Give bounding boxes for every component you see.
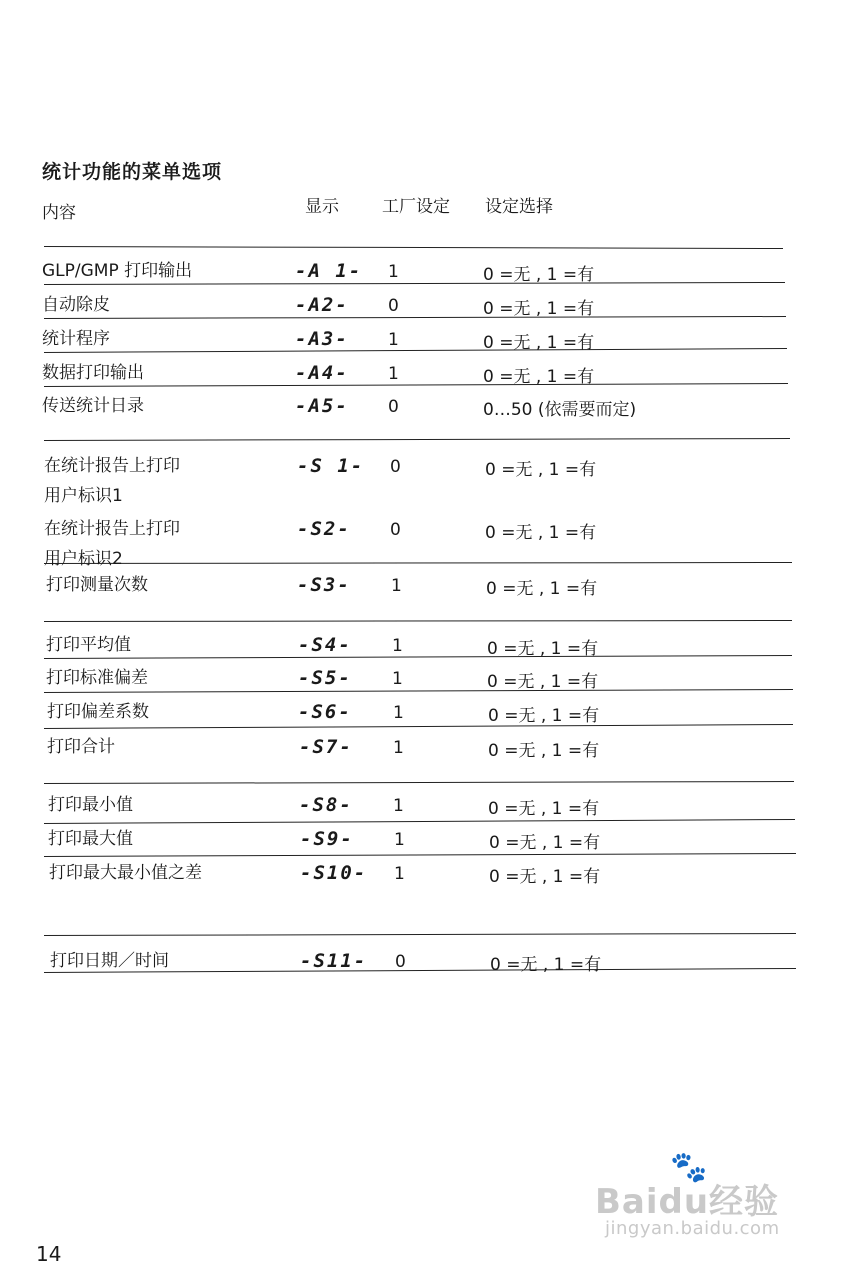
- row-label-line: 打印平均值: [46, 635, 131, 655]
- row-label-line: 在统计报告上打印: [44, 456, 180, 476]
- table-rule: [44, 819, 795, 824]
- factory-value: 0: [390, 457, 401, 477]
- setting-options: 0 =无 , 1 =有: [487, 672, 599, 692]
- row-label-line: 打印测量次数: [46, 575, 148, 595]
- row-label-line: 打印标准偏差: [46, 668, 148, 688]
- row-label-line: 数据打印输出: [42, 363, 144, 383]
- display-code: -S6-: [298, 701, 352, 723]
- table-rule: [44, 438, 790, 441]
- row-label: [42, 391, 144, 421]
- table-rule: [44, 348, 787, 353]
- factory-value: 1: [394, 864, 405, 884]
- row-label: [42, 358, 144, 388]
- setting-options: 0 =无 , 1 =有: [483, 299, 595, 319]
- table-rule: [44, 655, 792, 659]
- row-label: [49, 858, 202, 888]
- display-code: -S 1-: [297, 455, 365, 477]
- header-factory-setting: 工厂设定: [382, 197, 450, 217]
- setting-options: 0 =无 , 1 =有: [483, 333, 595, 353]
- table-rule: [44, 933, 796, 936]
- setting-options: 0 =无 , 1 =有: [488, 741, 600, 761]
- factory-value: 0: [395, 952, 406, 972]
- table-rule: [44, 853, 796, 857]
- row-label-line: 传送统计日录: [42, 396, 144, 416]
- display-code: -A4-: [295, 362, 349, 384]
- row-label: [46, 663, 148, 693]
- row-label-line: 统计程序: [42, 329, 110, 349]
- display-code: -S8-: [299, 794, 353, 816]
- display-code: -A2-: [295, 294, 349, 316]
- factory-value: 1: [392, 636, 403, 656]
- table-rule: [44, 724, 793, 729]
- factory-value: 0: [388, 397, 399, 417]
- display-code: -S10-: [300, 862, 368, 884]
- row-label-line: 在统计报告上打印: [44, 519, 180, 539]
- display-code: -S3-: [297, 574, 351, 596]
- watermark: [575, 1150, 805, 1260]
- setting-options: 0 =无 , 1 =有: [485, 523, 597, 543]
- row-label-line: 自动除皮: [42, 295, 110, 315]
- section-title: 统计功能的菜单选项: [42, 161, 223, 183]
- row-label-line: 打印偏差系数: [47, 702, 149, 722]
- table-rule: [44, 316, 786, 319]
- row-label-line: 打印合计: [47, 737, 115, 757]
- display-code: -S2-: [297, 518, 351, 540]
- setting-options: 0 =无 , 1 =有: [485, 460, 597, 480]
- row-label: [42, 324, 110, 354]
- row-label-line: 打印最大值: [48, 829, 133, 849]
- header-content: 内容: [42, 203, 76, 223]
- display-code: -S5-: [298, 667, 352, 689]
- setting-options: 0…50 (依需要而定): [483, 400, 637, 420]
- watermark-url: jingyan.baidu.com: [605, 1218, 780, 1239]
- factory-value: 1: [394, 830, 405, 850]
- watermark-logo: Baidu经验: [595, 1182, 780, 1222]
- table-rule: [44, 620, 792, 622]
- display-code: -S11-: [300, 950, 368, 972]
- factory-value: 0: [388, 296, 399, 316]
- table-rule: [44, 781, 794, 784]
- header-setting-options: 设定选择: [485, 197, 553, 217]
- factory-value: 1: [391, 576, 402, 596]
- header-display: 显示: [305, 197, 339, 217]
- factory-value: 1: [388, 364, 399, 384]
- table-rule: [44, 383, 788, 387]
- factory-value: 1: [393, 703, 404, 723]
- page-number: 14: [36, 1242, 62, 1266]
- setting-options: 0 =无 , 1 =有: [487, 639, 599, 659]
- factory-value: 1: [393, 796, 404, 816]
- factory-value: 1: [388, 262, 399, 282]
- display-code: -S7-: [299, 736, 353, 758]
- factory-value: 1: [392, 669, 403, 689]
- table-rule: [44, 246, 783, 249]
- row-label: [44, 514, 180, 574]
- display-code: -S4-: [298, 634, 352, 656]
- setting-options: 0 =无 , 1 =有: [489, 867, 601, 887]
- row-label-line: 打印最大最小值之差: [49, 863, 202, 883]
- paw-icon: 🐾: [670, 1150, 708, 1185]
- setting-options: 0 =无 , 1 =有: [489, 833, 601, 853]
- row-label: [50, 946, 169, 976]
- factory-value: 1: [388, 330, 399, 350]
- setting-options: 0 =无 , 1 =有: [488, 799, 600, 819]
- row-label: [48, 824, 133, 854]
- display-code: -S9-: [300, 828, 354, 850]
- row-label-line: GLP/GMP 打印输出: [42, 261, 193, 281]
- row-label: [46, 570, 148, 600]
- row-label: [47, 697, 149, 727]
- table-rule: [44, 689, 793, 693]
- display-code: -A3-: [295, 328, 349, 350]
- row-label: [44, 451, 180, 511]
- setting-options: 0 =无 , 1 =有: [488, 706, 600, 726]
- setting-options: 0 =无 , 1 =有: [483, 265, 595, 285]
- row-label-line: 用户标识2: [44, 549, 123, 569]
- row-label: [42, 290, 110, 320]
- row-label: [47, 732, 115, 762]
- factory-value: 1: [393, 738, 404, 758]
- setting-options: 0 =无 , 1 =有: [486, 579, 598, 599]
- row-label-line: 打印日期／时间: [50, 951, 169, 971]
- setting-options: 0 =无 , 1 =有: [490, 955, 602, 975]
- row-label: [42, 256, 192, 286]
- display-code: -A 1-: [295, 260, 363, 282]
- setting-options: 0 =无 , 1 =有: [483, 367, 595, 387]
- row-label: [48, 790, 133, 820]
- row-label-line: 用户标识1: [44, 486, 123, 506]
- row-label-line: 打印最小值: [48, 795, 133, 815]
- display-code: -A5-: [295, 395, 349, 417]
- row-label: [46, 630, 131, 660]
- factory-value: 0: [390, 520, 401, 540]
